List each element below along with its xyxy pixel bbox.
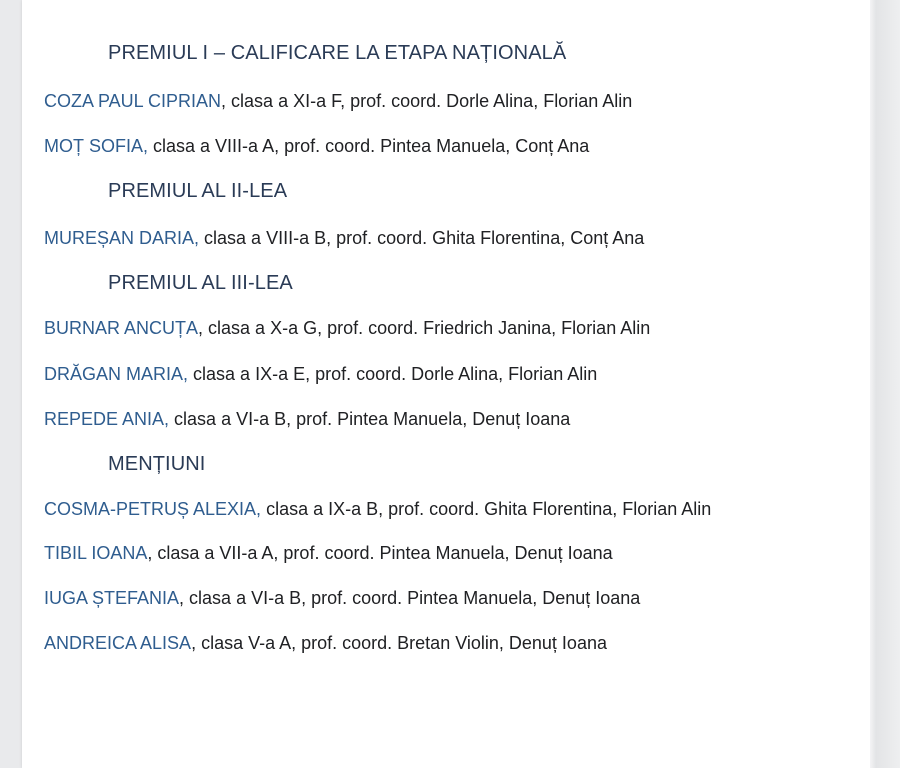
entry-details: , clasa a VII-a A, prof. coord. Pintea Manuela, Denuț Ioana <box>147 543 613 563</box>
student-name: MOȚ SOFIA, <box>44 136 149 156</box>
list-item <box>44 588 640 609</box>
student-name: COSMA-PETRUȘ ALEXIA, <box>44 499 262 519</box>
section-heading-premiul-ii: PREMIUL AL II-LEA <box>108 180 288 202</box>
student-name: DRĂGAN MARIA, <box>44 364 189 384</box>
list-item <box>44 633 607 654</box>
student-name: BURNAR ANCUȚA <box>44 318 199 338</box>
student-name: IUGA ȘTEFANIA <box>44 588 180 608</box>
entry-details: clasa a IX-a B, prof. coord. Ghita Florentina, Florian Alin <box>261 499 712 519</box>
list-item <box>44 228 644 249</box>
list-item <box>44 318 650 339</box>
list-item <box>44 364 597 385</box>
section-heading-premiul-i: PREMIUL I – CALIFICARE LA ETAPA NAȚIONALĂ <box>108 42 567 64</box>
entry-details: clasa a VI-a B, prof. Pintea Manuela, Denuț Ioana <box>169 409 571 429</box>
list-item <box>44 543 613 564</box>
list-item <box>44 91 632 112</box>
section-heading-mentiuni: MENȚIUNI <box>108 453 206 475</box>
student-name: COZA PAUL CIPRIAN <box>44 91 222 111</box>
student-name: MUREȘAN DARIA, <box>44 228 200 248</box>
student-name: REPEDE ANIA, <box>44 409 170 429</box>
entry-details: , clasa a XI-a F, prof. coord. Dorle Alina, Florian Alin <box>221 91 633 111</box>
list-item <box>44 499 711 520</box>
section-heading-premiul-iii: PREMIUL AL III-LEA <box>108 272 293 294</box>
student-name: TIBIL IOANA <box>44 543 148 563</box>
entry-details: , clasa a X-a G, prof. coord. Friedrich Janina, Florian Alin <box>198 318 651 338</box>
entry-details: , clasa a VI-a B, prof. coord. Pintea Manuela, Denuț Ioana <box>179 588 641 608</box>
entry-details: clasa a VIII-a B, prof. coord. Ghita Florentina, Conț Ana <box>199 228 645 248</box>
entry-details: , clasa V-a A, prof. coord. Bretan Violin, Denuț Ioana <box>191 633 607 653</box>
list-item <box>44 409 570 430</box>
page-edge <box>870 0 900 768</box>
entry-details: clasa a IX-a E, prof. coord. Dorle Alina, Florian Alin <box>188 364 598 384</box>
list-item <box>44 136 589 157</box>
student-name: ANDREICA ALISA <box>44 633 192 653</box>
entry-details: clasa a VIII-a A, prof. coord. Pintea Manuela, Conț Ana <box>148 136 590 156</box>
